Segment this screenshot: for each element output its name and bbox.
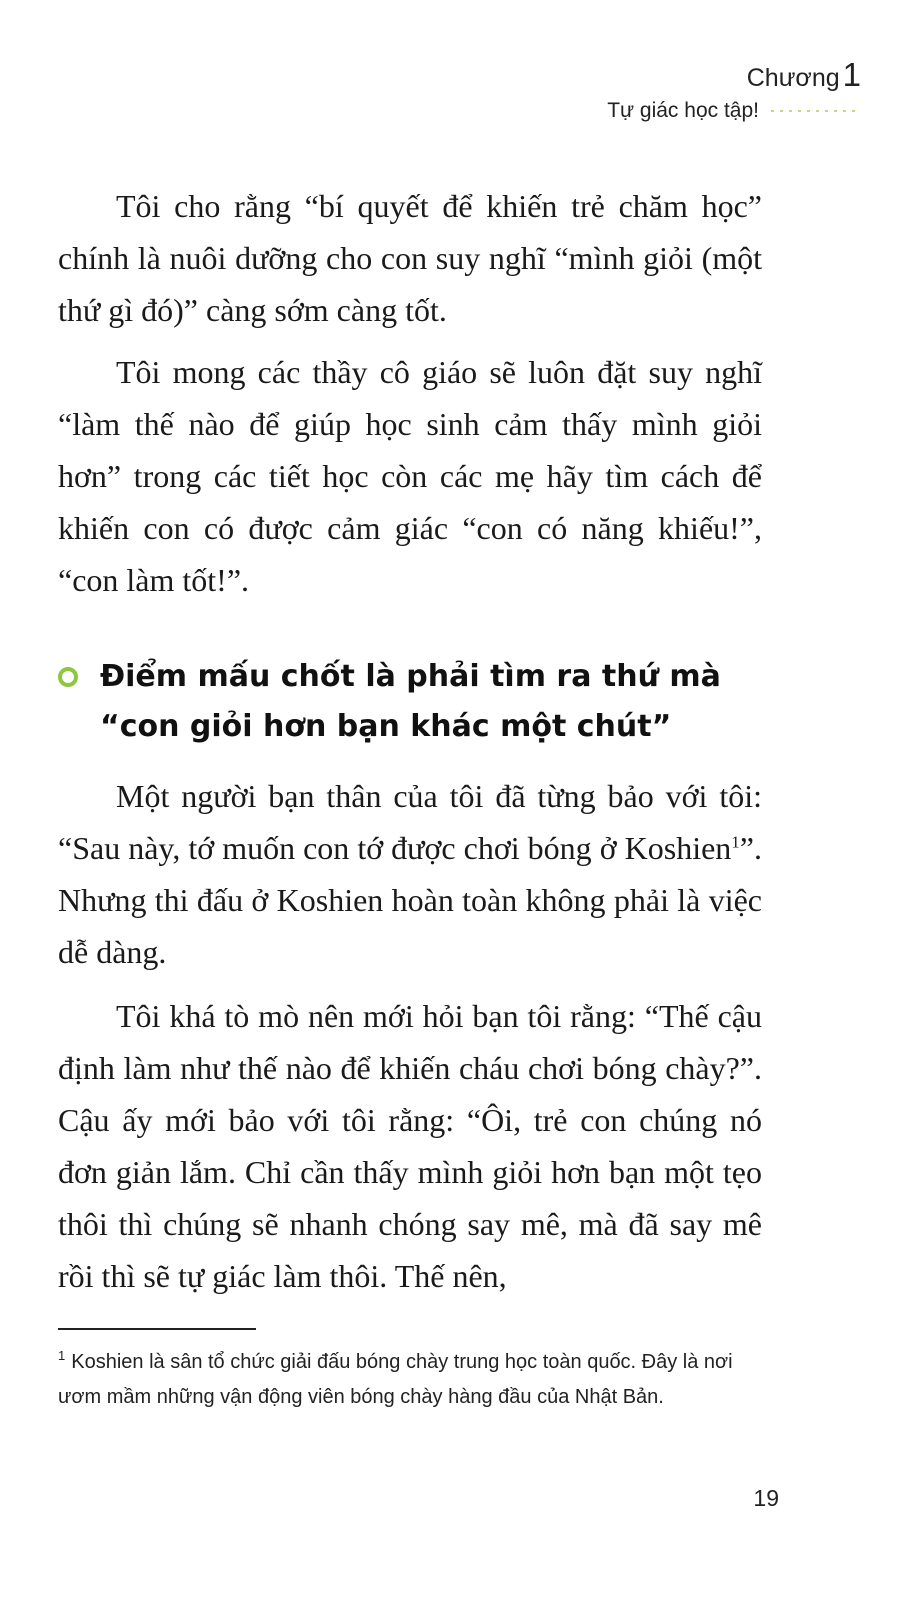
paragraph-text: Tôi mong các thầy cô giáo sẽ luôn đặt suy nghĩ “làm thế nào để giúp học sinh cảm thấy mình giỏi hơn” trong các tiết học còn các mẹ hãy tìm cách để khiến con có được cảm giác “con có năng khiếu!”, “con làm tốt!”.	[58, 354, 762, 598]
circle-bullet-icon	[58, 667, 78, 687]
paragraph-4	[58, 990, 762, 1302]
paragraph-text-part: ”. Nhưng thi đấu ở Koshien hoàn toàn không phải là việc dễ dàng.	[58, 830, 762, 970]
paragraph-2	[58, 346, 762, 606]
paragraph-3	[58, 770, 762, 978]
page-number: 19	[753, 1485, 779, 1511]
section-heading	[58, 652, 778, 752]
chapter-number: 1	[842, 56, 861, 93]
footnote-reference: 1	[731, 832, 740, 852]
footnote-divider	[58, 1328, 256, 1330]
section-heading-text: Điểm mấu chốt là phải tìm ra thứ mà “con giỏi hơn bạn khác một chút”	[100, 659, 721, 744]
paragraph-text-part: Một người bạn thân của tôi đã từng bảo với tôi: “Sau này, tớ muốn con tớ được chơi bóng ở Koshien	[58, 778, 762, 866]
paragraph-text	[58, 770, 762, 978]
chapter-header	[607, 58, 861, 125]
chapter-title: Tự giác học tập!	[607, 99, 759, 122]
chapter-label: Chương	[746, 64, 840, 92]
dotted-ornament	[771, 110, 861, 112]
footnote-marker: 1	[58, 1348, 66, 1364]
chapter-label-line	[607, 58, 861, 95]
footnote	[58, 1345, 768, 1415]
footnote-text: Koshien là sân tổ chức giải đấu bóng chày trung học toàn quốc. Đây là nơi ươm mầm những vận động viên bóng chày hàng đầu của Nhật Bản.	[58, 1351, 733, 1408]
chapter-title-line	[607, 97, 861, 125]
paragraph-text: Tôi khá tò mò nên mới hỏi bạn tôi rằng: “Thế cậu định làm như thế nào để khiến cháu chơi bóng chày?”. Cậu ấy mới bảo với tôi rằng: “Ôi, trẻ con chúng nó đơn giản lắm. Chỉ cần thấy mình giỏi hơn bạn một tẹo thôi thì chúng sẽ nhanh chóng say mê, mà đã say mê rồi thì sẽ tự giác làm thôi. Thế nên,	[58, 998, 762, 1294]
paragraph-1	[58, 180, 762, 336]
paragraph-text: Tôi cho rằng “bí quyết để khiến trẻ chăm học” chính là nuôi dưỡng cho con suy nghĩ “mình giỏi (một thứ gì đó)” càng sớm càng tốt.	[58, 188, 762, 328]
